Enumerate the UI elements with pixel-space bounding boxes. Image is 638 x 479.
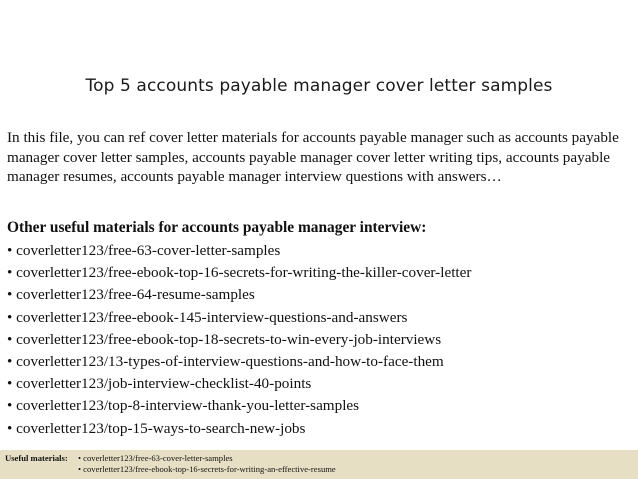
list-item: • coverletter123/free-ebook-145-interview-questions-and-answers — [7, 308, 408, 326]
list-item: • coverletter123/free-64-resume-samples — [7, 286, 255, 304]
footer-bar — [0, 450, 638, 479]
intro-paragraph: In this file, you can ref cover letter materials for accounts payable manager such as accounts payable manager cover letter samples, accounts payable manager cover letter writing tips, accounts payable manager resumes, accounts payable manager interview questions with answers… — [7, 129, 619, 185]
materials-list — [7, 240, 471, 440]
list-item: • coverletter123/top-15-ways-to-search-new-jobs — [7, 419, 306, 437]
list-item: • coverletter123/free-ebook-top-16-secrets-for-writing-the-killer-cover-letter — [7, 264, 472, 282]
list-item: • coverletter123/free-ebook-top-18-secrets-to-win-every-job-interviews — [7, 330, 442, 348]
list-item: • coverletter123/top-8-interview-thank-you-letter-samples — [7, 397, 360, 415]
materials-heading: Other useful materials for accounts payable manager interview: — [7, 219, 427, 236]
footer-link-1: • coverletter123/free-63-cover-letter-samples — [78, 453, 233, 463]
page-title: Top 5 accounts payable manager cover letter samples — [85, 76, 553, 96]
footer-link-2: • coverletter123/free-ebook-top-16-secrets-for-writing-an-effective-resume — [78, 464, 336, 474]
list-item: • coverletter123/free-63-cover-letter-samples — [7, 242, 281, 259]
list-item: • coverletter123/13-types-of-interview-questions-and-how-to-face-them — [7, 353, 444, 371]
footer-label: Useful materials: — [5, 453, 68, 463]
list-item: • coverletter123/job-interview-checklist-40-points — [7, 375, 312, 393]
